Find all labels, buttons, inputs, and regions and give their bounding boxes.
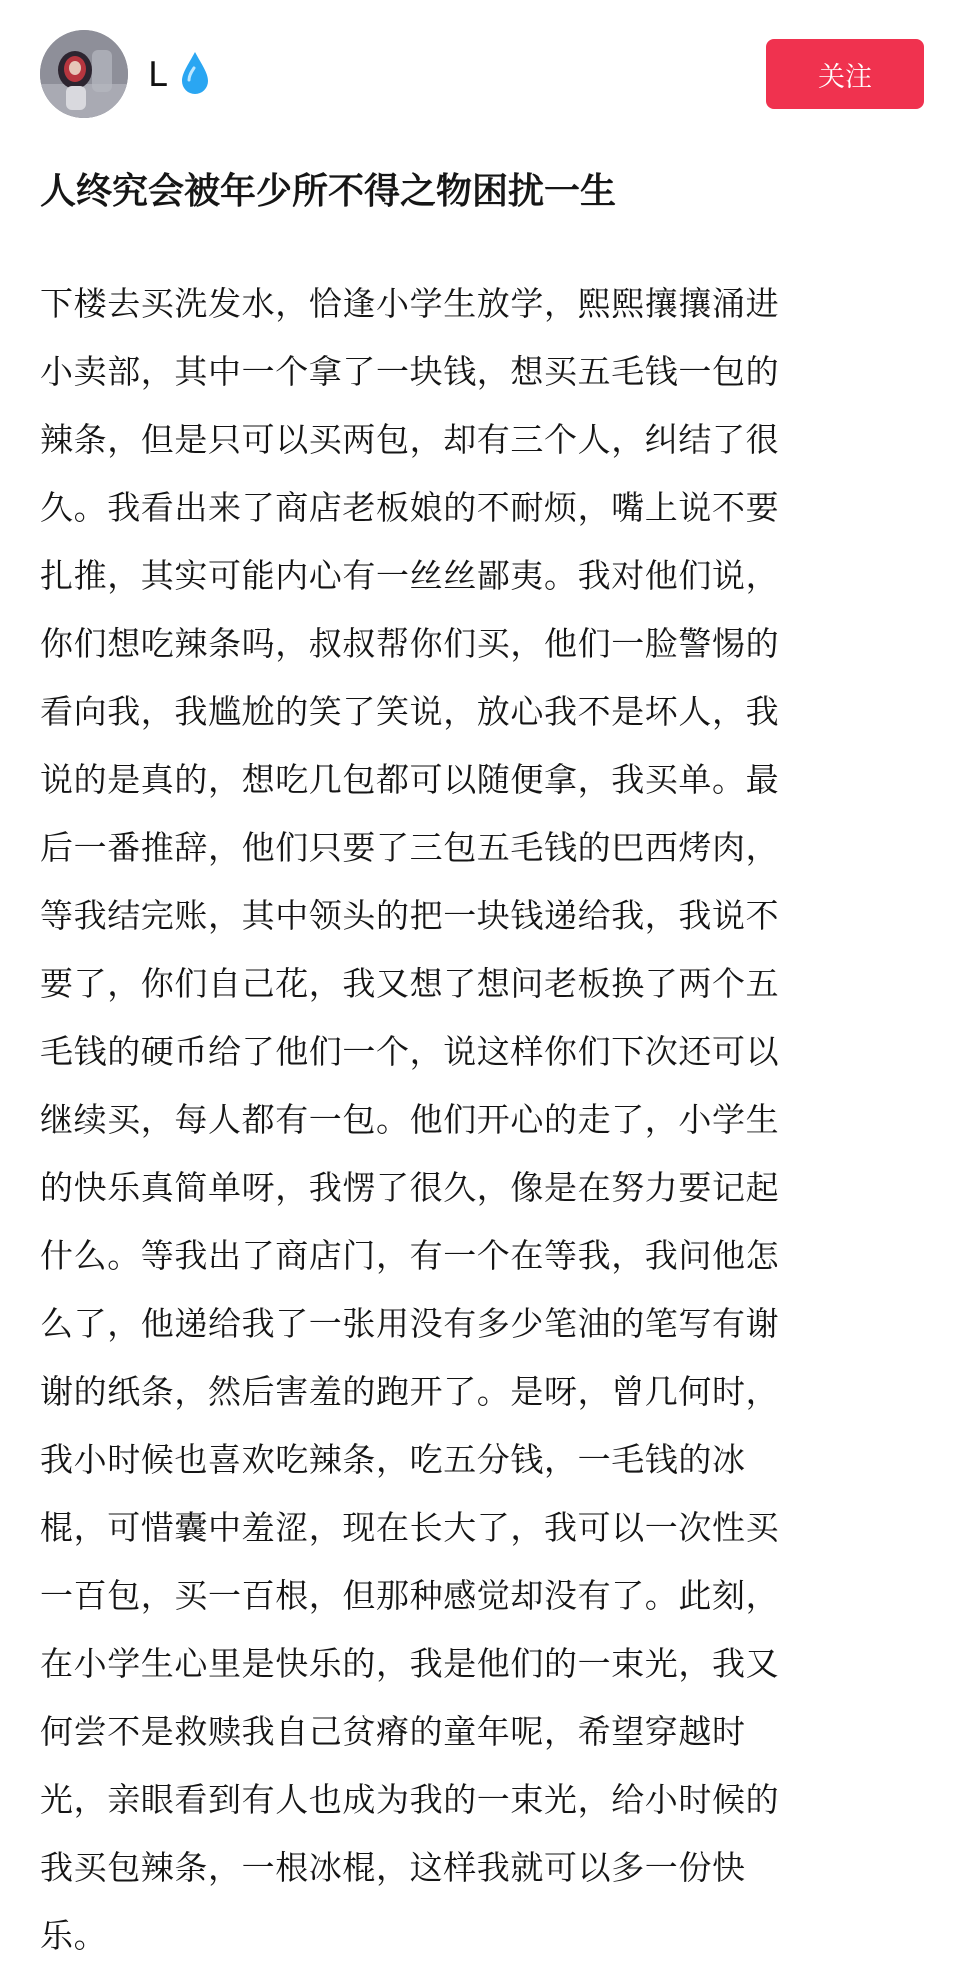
post-line: 谢的纸条，然后害羞的跑开了。是呀，曾几何时， — [40, 1372, 780, 1411]
user-name[interactable]: L — [148, 55, 167, 95]
post-line: 继续买，每人都有一包。他们开心的走了，小学生 — [40, 1100, 780, 1139]
post-line: 要了，你们自己花，我又想了想问老板换了两个五 — [40, 964, 780, 1003]
water-drop-icon — [180, 50, 210, 96]
post-line: 说的是真的，想吃几包都可以随便拿，我买单。最 — [40, 760, 780, 799]
follow-button[interactable]: 关注 — [766, 39, 924, 109]
post-line: 乐。 — [40, 1916, 108, 1955]
post-line: 小卖部，其中一个拿了一块钱，想买五毛钱一包的 — [40, 352, 780, 391]
post-line: 的快乐真简单呀，我愣了很久，像是在努力要记起 — [40, 1168, 780, 1207]
post-line: 辣条，但是只可以买两包，却有三个人，纠结了很 — [40, 420, 780, 459]
post-line: 看向我，我尴尬的笑了笑说，放心我不是坏人，我 — [40, 692, 780, 731]
post-line: 扎推，其实可能内心有一丝丝鄙夷。我对他们说， — [40, 556, 780, 595]
post-line: 下楼去买洗发水，恰逢小学生放学，熙熙攘攘涌进 — [40, 284, 780, 323]
post-line: 后一番推辞，他们只要了三包五毛钱的巴西烤肉， — [40, 828, 780, 867]
user-avatar[interactable] — [40, 30, 128, 118]
post-line: 久。我看出来了商店老板娘的不耐烦，嘴上说不要 — [40, 488, 780, 527]
post-line: 在小学生心里是快乐的，我是他们的一束光，我又 — [40, 1644, 780, 1683]
post-line: 光，亲眼看到有人也成为我的一束光，给小时候的 — [40, 1780, 780, 1819]
post-line: 棍，可惜囊中羞涩，现在长大了，我可以一次性买 — [40, 1508, 780, 1547]
post-line: 么了，他递给我了一张用没有多少笔油的笔写有谢 — [40, 1304, 780, 1343]
post-line: 我买包辣条，一根冰棍，这样我就可以多一份快 — [40, 1848, 746, 1887]
post-header — [0, 0, 960, 150]
post-body — [40, 270, 926, 1970]
post-line: 毛钱的硬币给了他们一个，说这样你们下次还可以 — [40, 1032, 780, 1071]
post-line: 何尝不是救赎我自己贫瘠的童年呢，希望穿越时 — [40, 1712, 746, 1751]
post-line: 你们想吃辣条吗，叔叔帮你们买，他们一脸警惕的 — [40, 624, 780, 663]
avatar-photo-icon — [40, 30, 128, 118]
post-line: 我小时候也喜欢吃辣条，吃五分钱，一毛钱的冰 — [40, 1440, 746, 1479]
post-title: 人终究会被年少所不得之物困扰一生 — [40, 171, 617, 212]
post-line: 什么。等我出了商店门，有一个在等我，我问他怎 — [40, 1236, 780, 1275]
post-line: 等我结完账，其中领头的把一块钱递给我，我说不 — [40, 896, 780, 935]
post-line: 一百包，买一百根，但那种感觉却没有了。此刻， — [40, 1576, 780, 1615]
